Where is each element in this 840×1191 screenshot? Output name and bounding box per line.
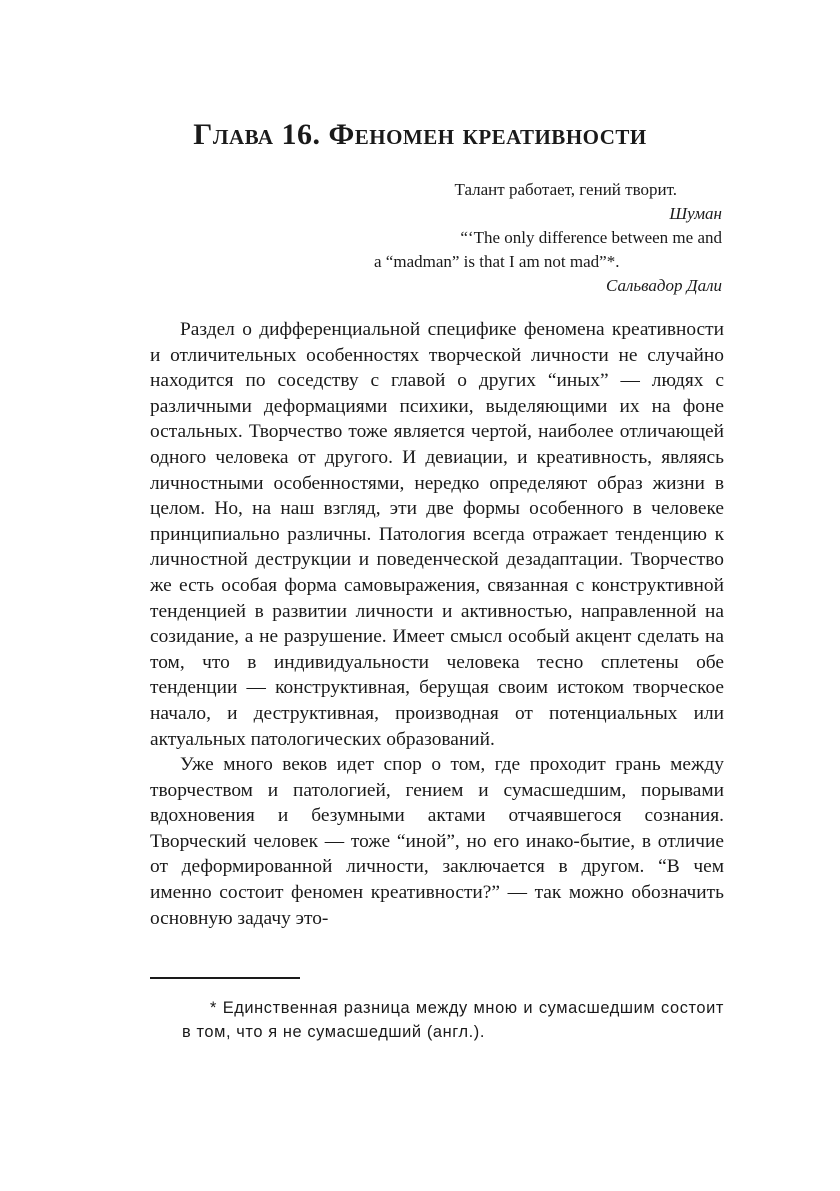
footnote-divider — [150, 977, 300, 979]
epigraph-2-line-1: “‘The only difference between me and — [460, 228, 722, 247]
body-paragraph-2: Уже много веков идет спор о том, где проходит грань между творчеством и патологией, гением и сумасшедшим, порывами вдохновения и безумными актами отчаявшегося сознания. Творческий человек — тоже “иной”, но его инако-бытие, в отличие от деформированной личности, заключается в другом. “В чем именно состоит феномен креативности?” — так можно обозначить основную задачу это- — [150, 754, 724, 929]
epigraph-1-author: Шуман — [669, 204, 722, 223]
footnote: * Единственная разница между мною и сумасшедшим состоит в том, что я не сумасшедший (англ.). — [182, 999, 724, 1041]
epigraph-1-text: Талант работает, гений творит. — [454, 180, 677, 199]
epigraphs — [302, 178, 722, 298]
epigraph-2-author: Сальвадор Дали — [606, 276, 722, 295]
chapter-title: Глава 16. Феномен креативности — [193, 118, 647, 151]
chapter-body — [150, 317, 724, 931]
body-paragraph-1: Раздел о дифференциальной специфике феномена креативности и отличительных особенностях творческой личности не случайно находится по соседству с главой о других “иных” — людях с различными деформациями психики, выделяющими их на фоне остальных. Творчество тоже является чертой, наиболее отличающей одного человека от другого. И девиации, и креативность, являясь личностными особенностями, нередко определяют образ жизни в целом. Но, на наш взгляд, эти две формы особенного в человеке принципиально различны. Патология всегда отражает тенденцию к личностной деструкции и поведенческой дезадаптации. Творчество же есть особая форма самовыражения, связанная с конструктивной тенденцией в развитии личности и активностью, направленной на созидание, а не разрушение. Имеет смысл особый акцент сделать на том, что в индивидуальности человека тесно сплетены обе тенденции — конструктивная, берущая своим истоком творческое начало, и деструктивная, производная от потенциальных или актуальных патологических образований. — [150, 319, 724, 750]
epigraph-2-line-2: a “madman” is that I am not mad”*. — [374, 252, 620, 271]
